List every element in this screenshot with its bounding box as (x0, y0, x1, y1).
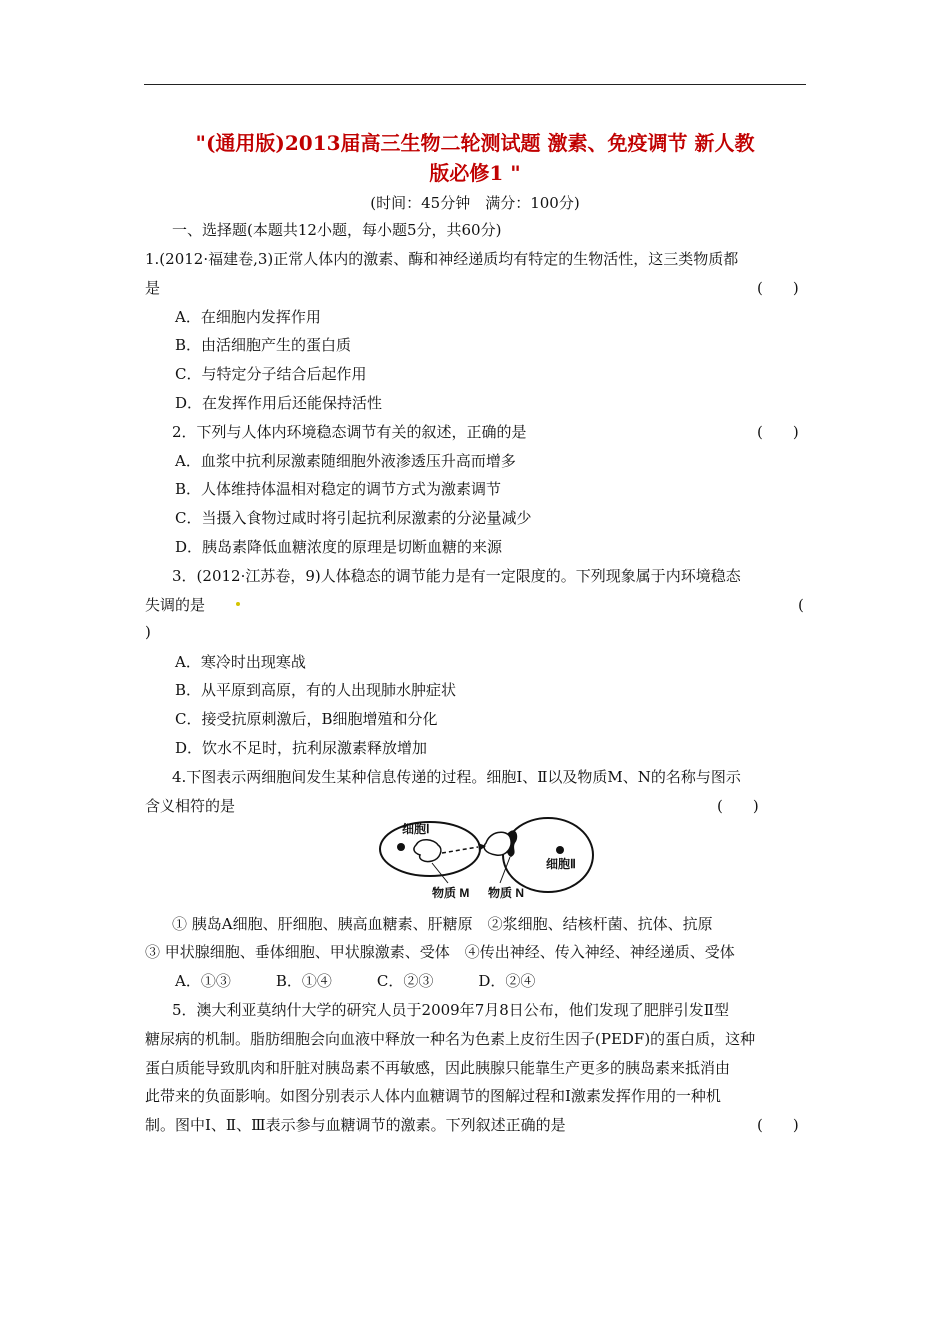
question-1-stem-cont: 是 (145, 279, 161, 297)
cell-signaling-diagram (378, 815, 598, 905)
question-3-option-d: D．饮水不足时，抗利尿激素释放增加 (175, 739, 428, 757)
section-heading: 一、选择题(本题共12小题，每小题5分，共60分) (172, 221, 502, 239)
question-2-option-b: B．人体维持体温相对稳定的调节方式为激素调节 (175, 480, 502, 498)
substance-m-label: 物质 M (432, 886, 470, 900)
title-line-2: 版必修1 " (429, 161, 521, 185)
question-3-option-c: C．接受抗原刺激后，B细胞增殖和分化 (175, 710, 438, 728)
question-2-option-c: C．当摄入食物过咸时将引起抗利尿激素的分泌量减少 (175, 509, 532, 527)
question-4-answer-blank: ( ) (717, 797, 759, 815)
question-1-stem: 1.(2012·福建卷,3)正常人体内的激素、酶和神经递质均有特定的生物活性，这三类物质都 (145, 250, 739, 268)
question-1-option-d: D．在发挥作用后还能保持活性 (175, 394, 383, 412)
substance-n-label: 物质 N (488, 886, 525, 900)
question-3-stem: 3．(2012·江苏卷，9)人体稳态的调节能力是有一定限度的。下列现象属于内环境稳态 (172, 567, 741, 585)
question-1-answer-blank: ( ) (757, 279, 799, 297)
question-4-choices-line-1: ① 胰岛A细胞、肝细胞、胰高血糖素、肝糖原 ②浆细胞、结核杆菌、抗体、抗原 (172, 915, 713, 933)
question-5-stem-line-2: 糖尿病的机制。脂肪细胞会向血液中释放一种名为色素上皮衍生因子(PEDF)的蛋白质，这种 (145, 1030, 756, 1048)
question-4-choices-line-2: ③ 甲状腺细胞、垂体细胞、甲状腺激素、受体 ④传出神经、传入神经、神经递质、受体 (145, 943, 735, 961)
cell-1-nucleus (397, 843, 405, 851)
question-2-answer-blank: ( ) (757, 423, 799, 441)
question-5-stem: 5．澳大利亚莫纳什大学的研究人员于2009年7月8日公布，他们发现了肥胖引发Ⅱ型 (172, 1001, 730, 1019)
document-title (144, 128, 806, 188)
question-5-stem-line-3: 蛋白质能导致肌肉和肝脏对胰岛素不再敏感，因此胰腺只能靠生产更多的胰岛素来抵消由 (145, 1059, 731, 1077)
question-3-option-a: A．寒冷时出现寒战 (175, 653, 306, 671)
question-2-option-d: D．胰岛素降低血糖浓度的原理是切断血糖的来源 (175, 538, 503, 556)
question-3-answer-close: ) (145, 623, 151, 641)
highlight-mark (236, 602, 240, 606)
question-4-stem-cont: 含义相符的是 (145, 797, 236, 815)
title-line-1: "(通用版)2013届高三生物二轮测试题 激素、免疫调节 新人教 (195, 131, 755, 155)
cell-2-nucleus (556, 846, 564, 854)
question-1-option-b: B．由活细胞产生的蛋白质 (175, 336, 352, 354)
question-5-stem-line-4: 此带来的负面影响。如图分别表示人体内血糖调节的图解过程和Ⅰ激素发挥作用的一种机 (145, 1087, 721, 1105)
cell-2-outline (503, 818, 593, 892)
question-4-options: A．①③ B．①④ C．②③ D．②④ (175, 972, 536, 990)
question-4-stem: 4.下图表示两细胞间发生某种信息传递的过程。细胞Ⅰ、Ⅱ以及物质M、N的名称与图示 (172, 768, 741, 786)
question-5-stem-line-5: 制。图中Ⅰ、Ⅱ、Ⅲ表示参与血糖调节的激素。下列叙述正确的是 (145, 1116, 566, 1134)
question-3-stem-cont: 失调的是 (145, 596, 206, 614)
question-2-stem: 2．下列与人体内环境稳态调节有关的叙述，正确的是 (172, 423, 527, 441)
question-3-option-b: B．从平原到高原，有的人出现肺水肿症状 (175, 681, 457, 699)
substance-m-bound (484, 832, 511, 855)
exam-time-score: (时间：45分钟 满分：100分) (370, 194, 580, 212)
question-2-option-a: A．血浆中抗利尿激素随细胞外液渗透压升高而增多 (175, 452, 516, 470)
question-5-answer-blank: ( ) (757, 1116, 799, 1134)
question-1-option-c: C．与特定分子结合后起作用 (175, 365, 367, 383)
cell-signaling-figure (378, 815, 598, 909)
header-rule (144, 84, 806, 85)
cell-2-label: 细胞Ⅱ (546, 857, 576, 871)
question-3-answer-open: ( (798, 596, 804, 614)
question-1-option-a: A．在细胞内发挥作用 (175, 308, 321, 326)
cell-1-label: 细胞Ⅰ (402, 822, 430, 836)
